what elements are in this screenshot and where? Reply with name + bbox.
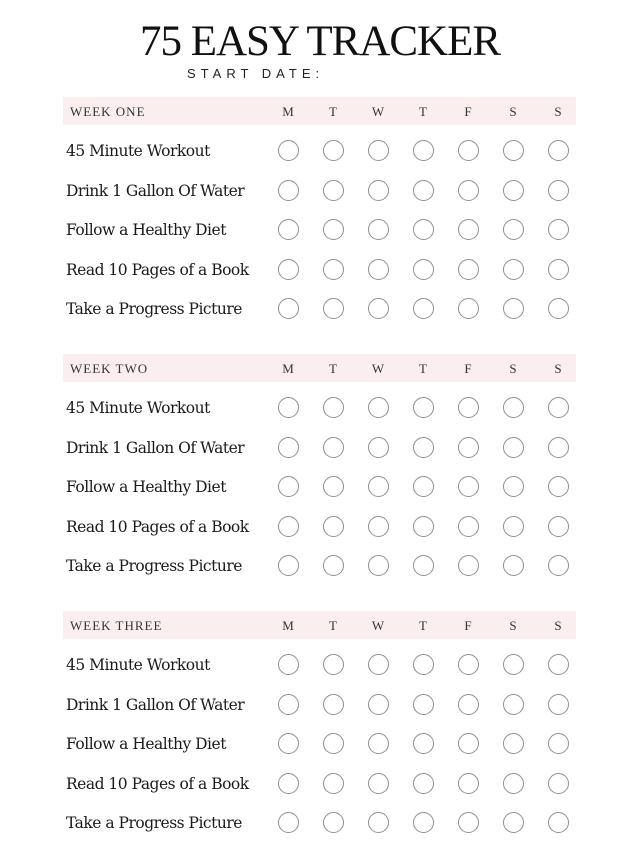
checkbox-circle[interactable] [548, 140, 569, 161]
checkbox-circle[interactable] [323, 140, 344, 161]
page-title: 75 EASY TRACKER [139, 18, 501, 65]
checkbox-circle[interactable] [548, 259, 569, 280]
checkbox-circle[interactable] [413, 298, 434, 319]
checkbox-circle[interactable] [503, 812, 524, 833]
checkbox-circle[interactable] [503, 733, 524, 754]
checkbox-circle[interactable] [503, 180, 524, 201]
checkbox-circle[interactable] [458, 733, 479, 754]
day-header: W [371, 104, 385, 119]
checkbox-circle[interactable] [458, 555, 479, 576]
checkbox-circle[interactable] [278, 397, 299, 418]
checkbox-circle[interactable] [458, 437, 479, 458]
day-header: F [464, 618, 472, 633]
task-row [0, 292, 640, 328]
day-header: F [464, 104, 472, 119]
checkbox-circle[interactable] [278, 694, 299, 715]
checkbox-circle[interactable] [503, 476, 524, 497]
checkbox-circle[interactable] [458, 812, 479, 833]
task-row [0, 174, 640, 210]
checkbox-circle[interactable] [548, 733, 569, 754]
checkbox-circle[interactable] [458, 654, 479, 675]
day-header: T [329, 361, 337, 376]
checkbox-circle[interactable] [413, 180, 434, 201]
checkbox-circle[interactable] [278, 516, 299, 537]
task-row [0, 549, 640, 585]
checkbox-circle[interactable] [503, 437, 524, 458]
checkbox-circle[interactable] [368, 219, 389, 240]
task-label: 45 Minute Workout [66, 142, 210, 160]
checkbox-circle[interactable] [323, 733, 344, 754]
checkbox-circle[interactable] [368, 694, 389, 715]
checkbox-circle[interactable] [548, 437, 569, 458]
checkbox-circle[interactable] [413, 555, 434, 576]
checkbox-circle[interactable] [278, 298, 299, 319]
checkbox-circle[interactable] [368, 654, 389, 675]
day-header: T [329, 618, 337, 633]
checkbox-circle[interactable] [458, 476, 479, 497]
checkbox-circle[interactable] [413, 773, 434, 794]
task-label: 45 Minute Workout [66, 656, 210, 674]
checkbox-circle[interactable] [323, 397, 344, 418]
task-label: Read 10 Pages of a Book [66, 261, 249, 279]
task-label: Follow a Healthy Diet [66, 478, 226, 496]
checkbox-circle[interactable] [278, 219, 299, 240]
day-header: S [554, 361, 562, 376]
task-label: Follow a Healthy Diet [66, 221, 226, 239]
task-row [0, 213, 640, 249]
task-label: Take a Progress Picture [66, 300, 242, 318]
week-label: WEEK TWO [70, 361, 149, 376]
task-row [0, 134, 640, 170]
task-row [0, 767, 640, 803]
checkbox-circle[interactable] [413, 812, 434, 833]
checkbox-circle[interactable] [368, 773, 389, 794]
checkbox-circle[interactable] [368, 140, 389, 161]
checkbox-circle[interactable] [458, 773, 479, 794]
task-row [0, 510, 640, 546]
checkbox-circle[interactable] [278, 773, 299, 794]
checkbox-circle[interactable] [503, 516, 524, 537]
day-header: M [282, 361, 294, 376]
checkbox-circle[interactable] [548, 219, 569, 240]
checkbox-circle[interactable] [548, 476, 569, 497]
week-label: WEEK ONE [70, 104, 146, 119]
day-header: S [554, 104, 562, 119]
task-row [0, 391, 640, 427]
checkbox-circle[interactable] [458, 516, 479, 537]
checkbox-circle[interactable] [503, 140, 524, 161]
checkbox-circle[interactable] [368, 298, 389, 319]
task-row [0, 688, 640, 724]
task-row [0, 727, 640, 763]
checkbox-circle[interactable] [548, 180, 569, 201]
task-label: Drink 1 Gallon Of Water [66, 182, 245, 200]
week-label: WEEK THREE [70, 618, 163, 633]
checkbox-circle[interactable] [503, 397, 524, 418]
task-label: Read 10 Pages of a Book [66, 775, 249, 793]
checkbox-circle[interactable] [503, 654, 524, 675]
task-row [0, 470, 640, 506]
checkbox-circle[interactable] [413, 259, 434, 280]
task-row [0, 431, 640, 467]
checkbox-circle[interactable] [368, 180, 389, 201]
checkbox-circle[interactable] [503, 259, 524, 280]
task-label: Follow a Healthy Diet [66, 735, 226, 753]
checkbox-circle[interactable] [458, 694, 479, 715]
day-header: F [464, 361, 472, 376]
checkbox-circle[interactable] [323, 773, 344, 794]
task-row [0, 253, 640, 289]
checkbox-circle[interactable] [413, 397, 434, 418]
checkbox-circle[interactable] [503, 694, 524, 715]
checkbox-circle[interactable] [413, 219, 434, 240]
day-header: T [419, 104, 427, 119]
day-header: S [554, 618, 562, 633]
checkbox-circle[interactable] [548, 298, 569, 319]
task-row [0, 648, 640, 684]
checkbox-circle[interactable] [413, 654, 434, 675]
checkbox-circle[interactable] [458, 259, 479, 280]
checkbox-circle[interactable] [458, 397, 479, 418]
checkbox-circle[interactable] [413, 733, 434, 754]
checkbox-circle[interactable] [278, 733, 299, 754]
checkbox-circle[interactable] [323, 437, 344, 458]
day-header: T [329, 104, 337, 119]
checkbox-circle[interactable] [503, 298, 524, 319]
checkbox-circle[interactable] [548, 397, 569, 418]
day-header: S [509, 361, 517, 376]
week-header [63, 97, 576, 125]
day-header: T [419, 361, 427, 376]
checkbox-circle[interactable] [278, 654, 299, 675]
checkbox-circle[interactable] [278, 812, 299, 833]
checkbox-circle[interactable] [323, 654, 344, 675]
checkbox-circle[interactable] [413, 437, 434, 458]
checkbox-circle[interactable] [323, 259, 344, 280]
checkbox-circle[interactable] [503, 219, 524, 240]
checkbox-circle[interactable] [278, 555, 299, 576]
day-header: T [419, 618, 427, 633]
day-header: M [282, 618, 294, 633]
checkbox-circle[interactable] [548, 773, 569, 794]
checkbox-circle[interactable] [323, 555, 344, 576]
checkbox-circle[interactable] [368, 733, 389, 754]
task-label: Read 10 Pages of a Book [66, 518, 249, 536]
checkbox-circle[interactable] [458, 298, 479, 319]
checkbox-circle[interactable] [368, 437, 389, 458]
start-date-label: START DATE: [187, 66, 325, 81]
checkbox-circle[interactable] [278, 259, 299, 280]
checkbox-circle[interactable] [323, 219, 344, 240]
checkbox-circle[interactable] [278, 140, 299, 161]
checkbox-circle[interactable] [368, 516, 389, 537]
checkbox-circle[interactable] [323, 516, 344, 537]
checkbox-circle[interactable] [548, 654, 569, 675]
day-header: W [371, 361, 385, 376]
task-label: Drink 1 Gallon Of Water [66, 439, 245, 457]
checkbox-circle[interactable] [368, 555, 389, 576]
checkbox-circle[interactable] [323, 812, 344, 833]
week-header [63, 611, 576, 639]
task-label: Drink 1 Gallon Of Water [66, 696, 245, 714]
day-header: S [509, 104, 517, 119]
task-label: 45 Minute Workout [66, 399, 210, 417]
day-header: S [509, 618, 517, 633]
checkbox-circle[interactable] [548, 516, 569, 537]
checkbox-circle[interactable] [278, 437, 299, 458]
task-label: Take a Progress Picture [66, 814, 242, 832]
checkbox-circle[interactable] [278, 476, 299, 497]
checkbox-circle[interactable] [368, 812, 389, 833]
checkbox-circle[interactable] [323, 476, 344, 497]
checkbox-circle[interactable] [548, 555, 569, 576]
checkbox-circle[interactable] [368, 397, 389, 418]
task-row [0, 806, 640, 842]
checkbox-circle[interactable] [413, 476, 434, 497]
day-header: W [371, 618, 385, 633]
checkbox-circle[interactable] [458, 140, 479, 161]
checkbox-circle[interactable] [368, 476, 389, 497]
week-header [63, 354, 576, 382]
checkbox-circle[interactable] [323, 298, 344, 319]
checkbox-circle[interactable] [503, 555, 524, 576]
checkbox-circle[interactable] [548, 694, 569, 715]
checkbox-circle[interactable] [413, 516, 434, 537]
checkbox-circle[interactable] [368, 259, 389, 280]
day-header: M [282, 104, 294, 119]
checkbox-circle[interactable] [503, 773, 524, 794]
checkbox-circle[interactable] [548, 812, 569, 833]
checkbox-circle[interactable] [278, 180, 299, 201]
checkbox-circle[interactable] [458, 219, 479, 240]
task-label: Take a Progress Picture [66, 557, 242, 575]
checkbox-circle[interactable] [458, 180, 479, 201]
checkbox-circle[interactable] [323, 694, 344, 715]
checkbox-circle[interactable] [323, 180, 344, 201]
checkbox-circle[interactable] [413, 140, 434, 161]
checkbox-circle[interactable] [413, 694, 434, 715]
